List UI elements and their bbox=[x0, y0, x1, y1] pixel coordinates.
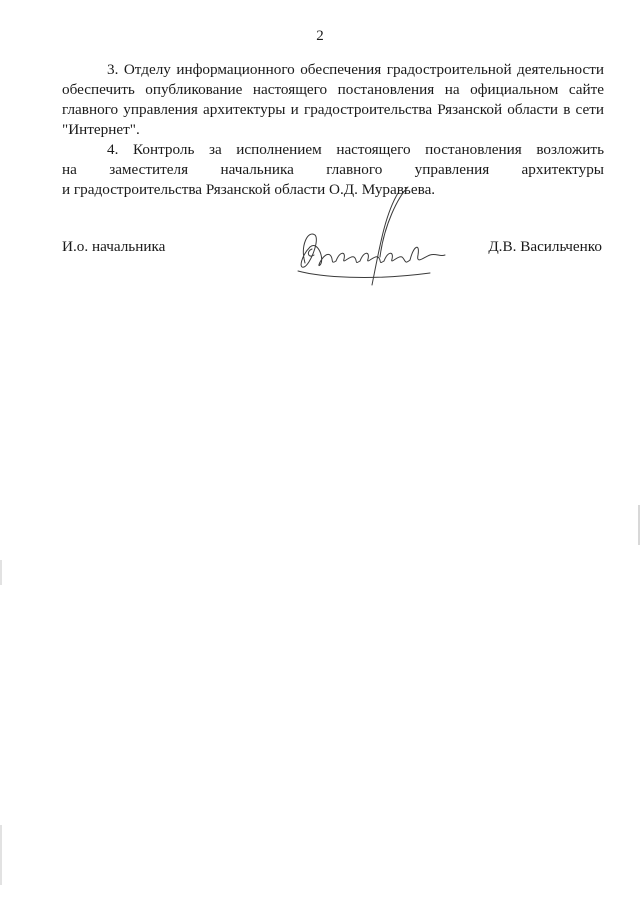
scan-artifact bbox=[0, 825, 2, 885]
paragraph-line: главного управления архитектуры и градостроительства Рязанской области в сети bbox=[62, 101, 604, 118]
signatory-title: И.о. начальника bbox=[62, 238, 166, 255]
paragraph-line: 3. Отделу информационного обеспечения градостроительной деятельности bbox=[107, 61, 604, 78]
paragraph-3 bbox=[62, 60, 604, 140]
signatory-name: Д.В. Васильченко bbox=[488, 238, 602, 255]
paragraph-line: "Интернет". bbox=[62, 121, 140, 138]
paragraph-line: и градостроительства Рязанской области О.Д. Муравьева. bbox=[62, 181, 436, 198]
paragraph-line: обеспечить опубликование настоящего постановления на официальном сайте bbox=[62, 81, 604, 98]
scan-artifact bbox=[0, 560, 2, 585]
paragraph-line: 4. Контроль за исполнением настоящего постановления возложить bbox=[107, 141, 604, 158]
page-number: 2 bbox=[316, 28, 324, 44]
paragraph-line: на заместителя начальника главного управления архитектуры bbox=[62, 161, 604, 178]
signature-block bbox=[62, 238, 602, 268]
document-body bbox=[62, 60, 604, 200]
